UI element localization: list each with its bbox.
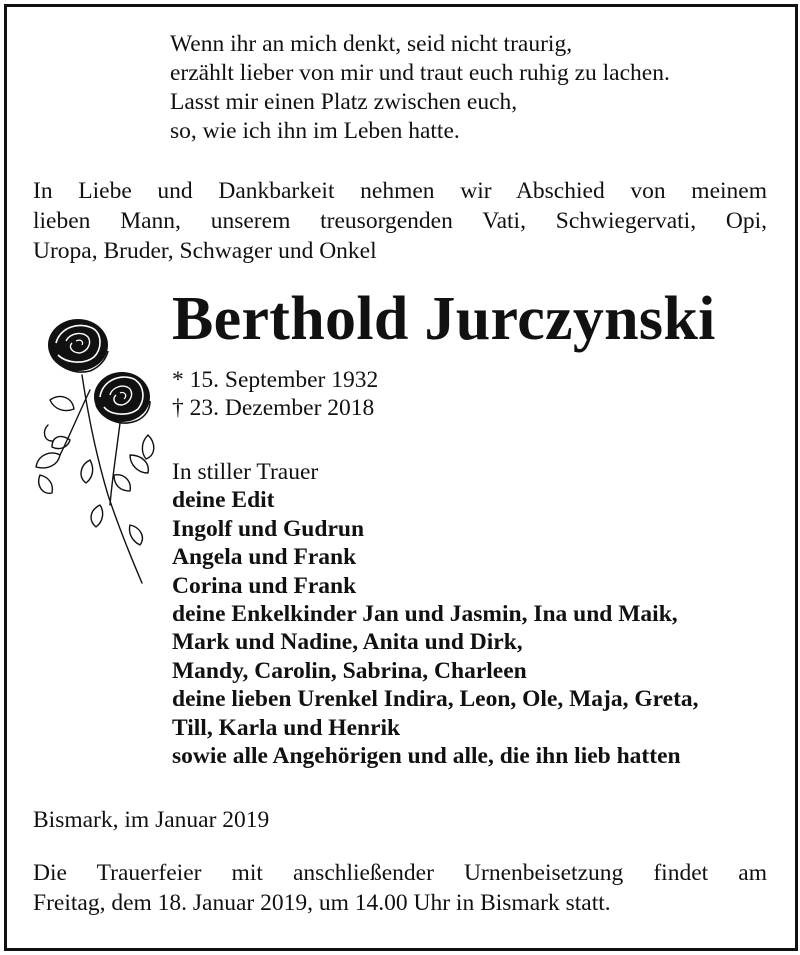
intro-line: In Liebe und Dankbarkeit nehmen wir Abschied von meinem (33, 178, 767, 204)
mourner-line: deine Enkelkinder Jan und Jasmin, Ina und Maik, (172, 601, 678, 628)
mourner-line: Angela und Frank (172, 544, 357, 571)
mourning-lead: In stiller Trauer (172, 459, 319, 485)
poem (170, 30, 670, 146)
mourner-line: deine lieben Urenkel Indira, Leon, Ole, Maja, Greta, (172, 686, 699, 713)
mourner-line: Corina und Frank (172, 572, 357, 599)
poem-line: Lasst mir einen Platz zwischen euch, (170, 89, 518, 115)
intro-text (33, 176, 767, 266)
birth-date: * 15. September 1932 (172, 367, 379, 393)
mourner-line: Till, Karla und Henrik (172, 714, 401, 741)
deceased-name: Berthold Jurczynski (172, 285, 716, 353)
life-dates (172, 366, 378, 422)
poem-line: Wenn ihr an mich denkt, seid nicht traurig, (170, 31, 573, 57)
service-line: Die Trauerfeier mit anschließender Urnenbeisetzung findet am (33, 860, 767, 886)
service-info (33, 858, 767, 918)
poem-line: so, wie ich ihn im Leben hatte. (170, 118, 460, 144)
roses-illustration (30, 305, 160, 590)
intro-line: lieben Mann, unserem treusorgenden Vati, Schwiegervati, Opi, (33, 208, 767, 234)
mourner-line: Mandy, Carolin, Sabrina, Charleen (172, 657, 527, 684)
service-line: Freitag, dem 18. Januar 2019, um 14.00 Uhr in Bismark statt. (33, 890, 611, 916)
poem-line: erzählt lieber von mir und traut euch ruhig zu lachen. (170, 60, 670, 86)
mourner-line: Ingolf und Gudrun (172, 515, 365, 542)
mourners-list (172, 458, 699, 770)
death-date: † 23. Dezember 2018 (172, 395, 375, 421)
mourner-line: deine Edit (172, 487, 275, 514)
place-date: Bismark, im Januar 2019 (33, 807, 270, 833)
mourner-line: sowie alle Angehörigen und alle, die ihn lieb hatten (172, 743, 681, 770)
intro-line: Uropa, Bruder, Schwager und Onkel (33, 238, 377, 264)
mourner-line: Mark und Nadine, Anita und Dirk, (172, 629, 523, 656)
